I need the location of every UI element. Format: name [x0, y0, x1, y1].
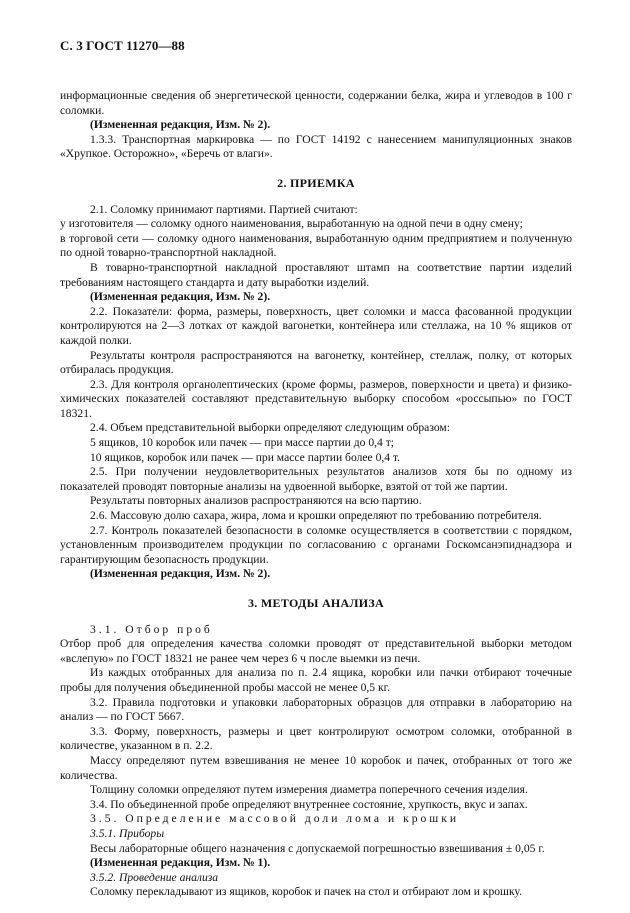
paragraph: 2.6. Массовую долю сахара, жира, лома и крошки определяют по требованию потребителя. — [90, 509, 542, 523]
subsection-title: 3.1. Отбор проб — [90, 622, 213, 636]
page-header: С. 3 ГОСТ 11270—88 — [60, 38, 185, 53]
paragraph: Отбор проб для определения качества соломки проводят от представительной выборки методом «вслепую» по ГОСТ 18321 не ранее чем через 6 ч после выемки из печи. — [60, 637, 572, 665]
paragraph: 2.7. Контроль показателей безопасности в соломке осуществляется в соответствии с порядком, установленным производителем продукции по согласованию с органами Госкомсанэпиднадзора и гарантирующим безопасность продукции. — [60, 523, 572, 566]
revision-note: (Измененная редакция, Изм. № 2). — [90, 118, 271, 132]
paragraph: В товарно-транспортной накладной проставляют штамп на соответствие партии изделий требованиям настоящего стандарта и дату выработки изделий. — [60, 260, 572, 289]
paragraph: Результаты контроля распространяются на вагонетку, контейнер, стеллаж, полку, от которых отбиралась продукция. — [60, 348, 572, 377]
subsection-title: 3.5. Определение массовой доли лома и крошки — [90, 812, 460, 826]
paragraph: 5 ящиков, 10 коробок или пачек — при массе партии до 0,4 т; — [90, 436, 395, 450]
paragraph: информационные сведения об энергетической ценности, содержании белка, жира и углеводов в 100 г соломки. — [60, 89, 572, 117]
subsection-title: 3.5.1. Приборы — [90, 826, 165, 840]
section-heading: 2. ПРИЕМКА — [277, 175, 355, 190]
section-heading: 3. МЕТОДЫ АНАЛИЗА — [248, 596, 384, 610]
paragraph: Из каждых отобранных для анализа по п. 2.4 ящика, коробки или пачки отбирают точечные пробы для получения объединенной пробы массой не менее 0,5 кг. — [60, 666, 572, 694]
paragraph: 3.2. Правила подготовки и упаковки лабораторных образцов для отправки в лабораторию на анализ — по ГОСТ 5667. — [60, 695, 572, 724]
paragraph: 3.4. По объединенной пробе определяют внутреннее состояние, хрупкость, вкус и запах. — [90, 797, 528, 811]
paragraph: Массу определяют путем взвешивания не менее 10 коробок и пачек, отобранных от того же количества. — [60, 753, 572, 782]
revision-note: (Измененная редакция, Изм. № 2). — [90, 567, 271, 581]
paragraph: 3.3. Форму, поверхность, размеры и цвет контролируют осмотром соломки, отобранной в количестве, указанном в п. 2.2. — [60, 724, 572, 753]
paragraph: Соломку перекладывают из ящиков, коробок и пачек на стол и отбирают лом и крошку. — [90, 885, 522, 899]
paragraph: 10 ящиков, коробок или пачек — при массе партии более 0,4 т. — [90, 450, 401, 464]
paragraph: Весы лабораторные общего назначения с допускаемой погрешностью взвешивания ± 0,05 г. — [90, 841, 545, 855]
revision-note: (Измененная редакция, Изм. № 2). — [90, 290, 271, 304]
paragraph: 2.5. При получении неудовлетворительных результатов анализов хотя бы по одному из показателей проводят повторные анализы на удвоенной выборке, взятой от той же партии. — [60, 465, 572, 493]
paragraph: 1.3.3. Транспортная маркировка — по ГОСТ 14192 с нанесением манипуляционных знаков «Хрупкое. Осторожно», «Беречь от влаги». — [60, 132, 572, 161]
paragraph: Толщину соломки определяют путем измерения диаметра поперечного сечения изделия. — [90, 783, 528, 797]
subsection-title: 3.5.2. Проведение анализа — [90, 870, 219, 884]
paragraph: у изготовителя — соломку одного наименования, выработанную на одной печи в одну смену; — [60, 217, 523, 231]
paragraph: 2.3. Для контроля органолептических (кроме формы, размеров, поверхности и цвета) и физико-химических показателей составляют представительную выборку способом «россыпью» по ГОСТ 18321. — [60, 377, 572, 420]
paragraph: Результаты повторных анализов распространяются на всю партию. — [90, 494, 422, 508]
paragraph: 2.4. Объем представительной выборки определяют следующим образом: — [90, 421, 450, 435]
document-body — [60, 89, 572, 900]
revision-note: (Измененная редакция, Изм. № 1). — [90, 856, 271, 870]
paragraph: 2.1. Соломку принимают партиями. Партией считают: — [90, 202, 358, 216]
paragraph: 2.2. Показатели: форма, размеры, поверхность, цвет соломки и масса фасованной продукции контролируются на 2—3 лотках от каждой вагонетки, контейнера или стеллажа, на 10 % ящиков от каждой полки. — [60, 304, 572, 347]
paragraph: в торговой сети — соломку одного наименования, выработанную одним предприятием и полученную по одной товарно-транспортной накладной. — [60, 231, 572, 260]
